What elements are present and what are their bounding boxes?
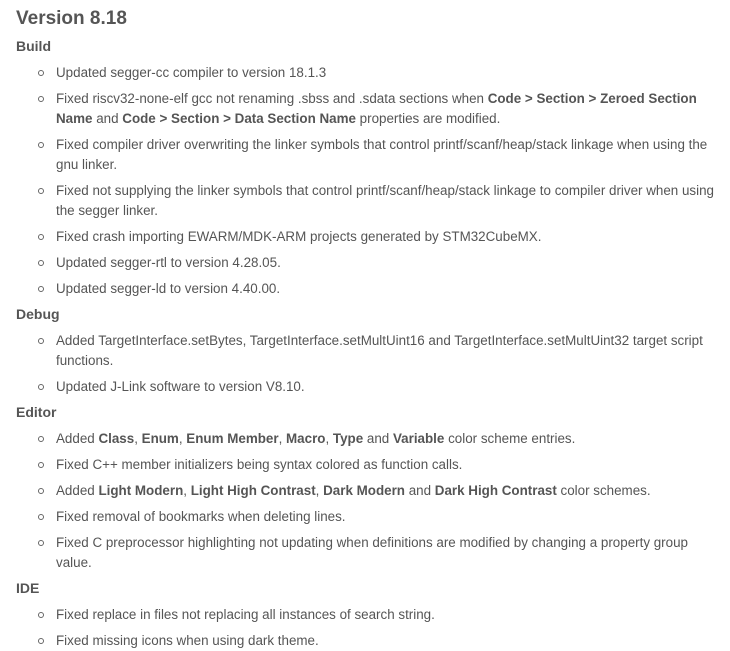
section-ide: [16, 579, 730, 651]
bold-text: Light High Contrast: [190, 483, 316, 498]
change-item: [16, 227, 718, 247]
section-editor: [16, 403, 730, 573]
item-text: Fixed compiler driver overwriting the linker symbols that control printf/scanf/heap/stack linkage when using the gnu linker.: [56, 137, 708, 172]
change-list: [16, 429, 730, 573]
sections-container: [16, 37, 730, 651]
section-heading: IDE: [16, 580, 40, 596]
change-item: [16, 631, 718, 651]
item-text: Added TargetInterface.setBytes, TargetInterface.setMultUint16 and TargetInterface.setMultUint32 target script functions.: [56, 333, 703, 368]
section-heading: Editor: [16, 404, 57, 420]
change-item: [16, 181, 718, 221]
item-text: Fixed removal of bookmarks when deleting lines.: [56, 509, 346, 524]
item-text: ,: [278, 431, 287, 446]
change-list: [16, 605, 730, 651]
change-item: [16, 331, 718, 371]
item-text: Updated segger-rtl to version 4.28.05.: [56, 255, 281, 270]
item-text: ,: [315, 483, 324, 498]
bold-text: Dark High Contrast: [434, 483, 557, 498]
item-text: Fixed crash importing EWARM/MDK-ARM projects generated by STM32CubeMX.: [56, 229, 542, 244]
bold-text: Macro: [286, 431, 326, 446]
item-text: properties are modified.: [355, 111, 501, 126]
bold-text: Enum Member: [186, 431, 279, 446]
item-text: ,: [134, 431, 142, 446]
bold-text: Light Modern: [98, 483, 184, 498]
section-heading: Build: [16, 38, 51, 54]
item-text: ,: [178, 431, 187, 446]
item-text: Updated segger-cc compiler to version 18.1.3: [56, 65, 327, 80]
item-text: Fixed missing icons when using dark theme.: [56, 633, 319, 648]
change-list: [16, 63, 730, 299]
change-item: [16, 279, 718, 299]
bold-text: Class: [98, 431, 135, 446]
item-text: Fixed C preprocessor highlighting not updating when definitions are modified by changing a property group value.: [56, 535, 688, 570]
bold-text: Dark Modern: [323, 483, 405, 498]
bold-text: Variable: [392, 431, 445, 446]
change-item: [16, 253, 718, 273]
bold-text: Enum: [141, 431, 179, 446]
item-text: and: [92, 111, 123, 126]
change-item: [16, 481, 718, 501]
item-text: Fixed not supplying the linker symbols that control printf/scanf/heap/stack linkage to compiler driver when using the segger linker.: [56, 183, 714, 218]
bold-text: Code > Section > Zeroed Section Name: [56, 91, 697, 126]
change-item: [16, 533, 718, 573]
item-text: Fixed replace in files not replacing all instances of search string.: [56, 607, 435, 622]
change-item: [16, 63, 718, 83]
item-text: Updated segger-ld to version 4.40.00.: [56, 281, 281, 296]
change-item: [16, 455, 718, 475]
bold-text: Type: [332, 431, 364, 446]
item-text: ,: [325, 431, 333, 446]
bold-text: Code > Section > Data Section Name: [122, 111, 356, 126]
section-build: [16, 37, 730, 299]
change-item: [16, 429, 718, 449]
change-item: [16, 89, 718, 129]
change-item: [16, 605, 718, 625]
change-item: [16, 377, 718, 397]
version-title: Version 8.18: [16, 8, 127, 29]
change-item: [16, 507, 718, 527]
item-text: ,: [183, 483, 191, 498]
item-text: Added: [56, 431, 99, 446]
section-heading: Debug: [16, 306, 60, 322]
item-text: Fixed riscv32-none-elf gcc not renaming .sbss and .sdata sections when: [56, 91, 488, 106]
item-text: color scheme entries.: [444, 431, 576, 446]
change-item: [16, 135, 718, 175]
item-text: Added: [56, 483, 99, 498]
section-debug: [16, 305, 730, 397]
item-text: color schemes.: [556, 483, 651, 498]
item-text: and: [363, 431, 393, 446]
item-text: and: [404, 483, 435, 498]
item-text: Fixed C++ member initializers being syntax colored as function calls.: [56, 457, 463, 472]
item-text: Updated J-Link software to version V8.10.: [56, 379, 305, 394]
change-list: [16, 331, 730, 397]
